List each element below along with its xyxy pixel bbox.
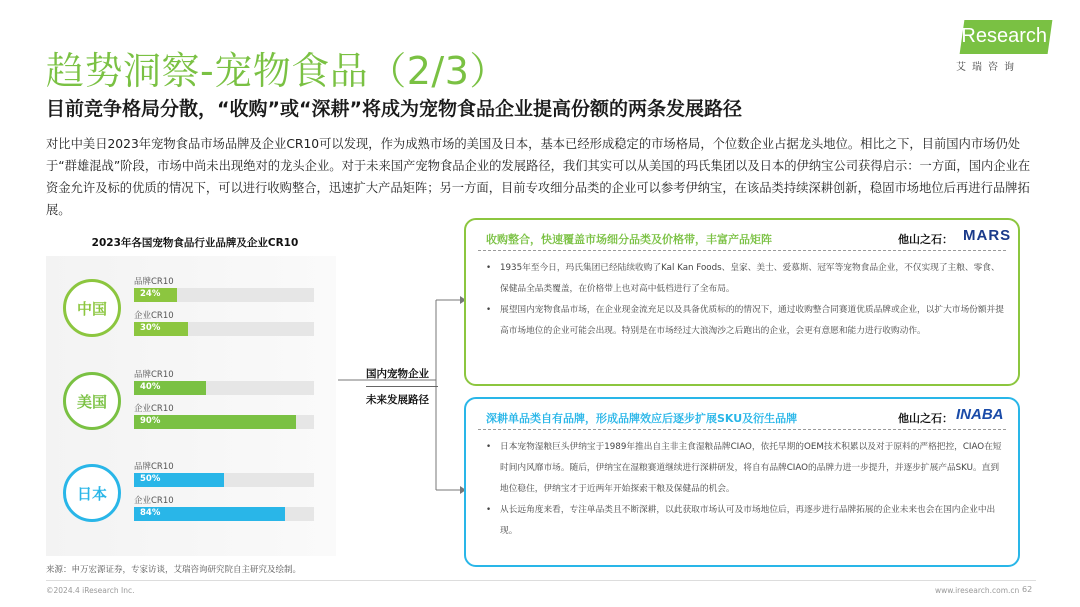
bullet-text: 展望国内宠物食品市场，在企业现金流充足以及具备优质标的的情况下，通过收购整合同赛道优质品牌或企业，以扩大市场份额并提高市场地位的企业可能会出现。特别是在市场经过大浪淘沙之后跑出的企业，会更有意愿和能力进行收购动作。 (500, 305, 1004, 336)
logo-subtext: 艾瑞咨询 (956, 62, 1020, 73)
bar (134, 473, 224, 487)
list-item (486, 437, 1006, 500)
iresearch-logo (952, 20, 1052, 76)
card-bullets (486, 437, 1006, 542)
bar-label: 企业CR10 (134, 496, 174, 506)
bar-value-label: 50% (140, 474, 161, 484)
country-circle: 中国 (63, 279, 121, 337)
intro-paragraph: 对比中美日2023年宠物食品市场品牌及企业CR10可以发现，作为成熟市场的美国及日本，基本已经形成稳定的市场格局，个位数企业占据龙头地位。相比之下，目前国内市场仍处于“群雄混战”阶段，市场中尚未出现绝对的龙头企业。对于未来国产宠物食品企业的发展路径，我们其实可以从美国的玛氏集团以及日本的伊纳宝公司获得启示：一方面，国内企业在资金允许及标的优质的情况下，可以进行收购整合，迅速扩大产品矩阵；另一方面，目前专攻细分品类的企业可以参考伊纳宝，在该品类持续深耕创新，稳固市场地位后再进行品牌拓展。 (46, 137, 1031, 217)
bar (134, 288, 177, 302)
inaba-logo: INABA (956, 406, 1004, 423)
bar-label: 品牌CR10 (134, 462, 174, 472)
list-item (486, 500, 1006, 542)
logo-text: iResearch (956, 25, 1048, 47)
footer-divider (46, 580, 1036, 581)
country-circle: 美国 (63, 372, 121, 430)
card-divider (478, 429, 1006, 430)
bullet-text: 日本宠物湿粮巨头伊纳宝于1989年推出自主非主食湿粮品牌CIAO，依托早期的OEM技术积累以及对于原料的严格把控，CIAO在短时间内风靡市场。随后，伊纳宝在湿粮赛道继续进行深耕研发，将自有品牌CIAO的品牌力进一步提升，并逐步扩展产品SKU。直到地位稳住，伊纳宝才于近两年开始探索干粮及保健品的机会。 (500, 442, 1002, 494)
bar-track (134, 473, 314, 487)
bar-value-label: 90% (140, 416, 161, 426)
bullet-icon: • (486, 505, 492, 515)
card-divider (478, 250, 1006, 251)
middle-separator (366, 386, 438, 387)
source-note: 来源：申万宏源证券，专家访谈，艾瑞咨询研究院自主研究及绘制。 (46, 565, 302, 575)
bar-value-label: 24% (140, 289, 161, 299)
bar-label: 品牌CR10 (134, 277, 174, 287)
website-link[interactable]: www.iresearch.com.cn (935, 586, 1020, 595)
bullet-icon: • (486, 305, 492, 315)
bar-label: 企业CR10 (134, 311, 174, 321)
bar-track (134, 322, 314, 336)
mars-logo: MARS (963, 227, 1012, 244)
page-number: 62 (1022, 585, 1033, 594)
bar (134, 507, 285, 521)
bar (134, 322, 188, 336)
list-item (486, 300, 1006, 342)
copyright: ©2024.4 iResearch Inc. (46, 586, 135, 595)
card-bullets (486, 258, 1006, 342)
bar (134, 381, 206, 395)
list-item (486, 258, 1006, 300)
bar-track (134, 507, 314, 521)
acquisition-card (464, 218, 1020, 386)
bar-value-label: 40% (140, 382, 161, 392)
bar-track (134, 415, 314, 429)
country-circle: 日本 (63, 464, 121, 522)
bar-track (134, 288, 314, 302)
bullet-text: 从长远角度来看，专注单品类且不断深耕，以此获取市场认可及市场地位后，再逐步进行品牌拓展的企业未来也会在国内企业中出现。 (500, 505, 996, 536)
card-heading: 深耕单品类自有品牌，形成品牌效应后逐步扩展SKU及衍生品牌 (486, 412, 798, 425)
bar-label: 品牌CR10 (134, 370, 174, 380)
card-reference-label: 他山之石： (898, 412, 953, 425)
chart-title: 2023年各国宠物食品行业品牌及企业CR10 (91, 237, 299, 249)
bar (134, 415, 296, 429)
deep-cultivation-card (464, 397, 1020, 567)
bar-label: 企业CR10 (134, 404, 174, 414)
middle-label-line1: 国内宠物企业 (366, 368, 429, 380)
page-title: 趋势洞察-宠物食品（2/3） (46, 49, 508, 93)
bullet-icon: • (486, 442, 492, 452)
bar-track (134, 381, 314, 395)
page-subtitle: 目前竞争格局分散，“收购”或“深耕”将成为宠物食品企业提高份额的两条发展路径 (46, 98, 742, 120)
bar-value-label: 30% (140, 323, 161, 333)
bullet-icon: • (486, 263, 492, 273)
middle-label-line2: 未来发展路径 (366, 394, 429, 406)
bullet-text: 1935年至今日，玛氏集团已经陆续收购了Kal Kan Foods、皇家、美士、爱慕斯、冠军等宠物食品企业，不仅实现了主粮、零食、保健品全品类覆盖，在价格带上也对高中低档进行了全布局。 (500, 263, 1000, 294)
bar-value-label: 84% (140, 508, 161, 518)
card-reference-label: 他山之石： (898, 233, 953, 246)
card-heading: 收购整合，快速覆盖市场细分品类及价格带，丰富产品矩阵 (486, 233, 772, 246)
